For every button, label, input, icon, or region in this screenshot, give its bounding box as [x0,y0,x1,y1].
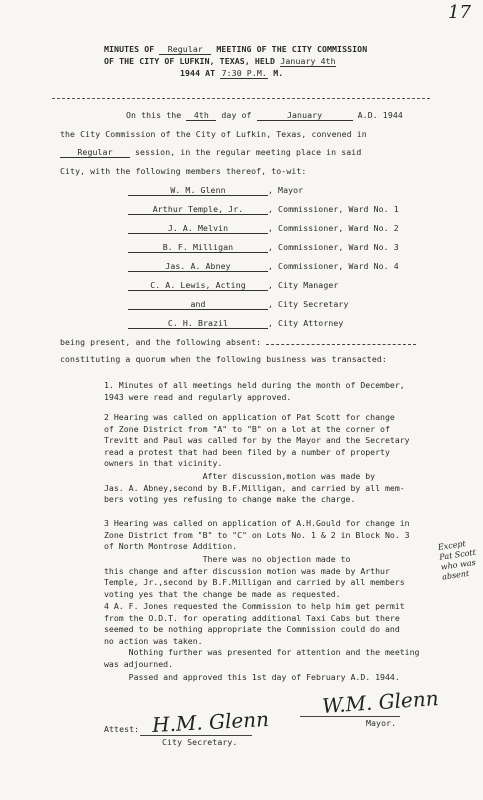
secretary-signature: H.M. Glenn [151,706,270,738]
header-line-2: OF THE CITY OF LUFKIN, TEXAS, HELD January 4th [104,56,336,66]
item-2-hearing: 2 Hearing was called on application of Pat Scott for change of Zone District from "A" to "B" on a lot at the corner of Trevitt and Paul was called for by the Mayor and the Secretary read a protest that had been filed by a number of property owners in that vicinity. [104,412,410,469]
opening-line-2: the City Commission of the City of Lufkin, Texas, convened in [60,129,367,139]
member-row [128,318,343,329]
member-title: , Commissioner, Ward No. 3 [268,242,399,252]
opening-month: January [257,110,353,121]
member-name: and [128,299,268,310]
member-row [128,242,399,253]
absent-line-1: being present, and the following absent: [60,337,416,347]
member-name: Jas. A. Abney [128,261,268,272]
meeting-type: Regular [159,44,211,55]
margin-note: Except Pat Scott who was absent [437,539,477,582]
member-name: C. H. Brazil [128,318,268,329]
member-name: J. A. Melvin [128,223,268,234]
member-name: Arthur Temple, Jr. [128,204,268,215]
member-row [128,185,303,196]
item-4-taxi-request: 4 A. F. Jones requested the Commission to help him get permit from the O.D.T. for operating additional Taxi Cabs but there seemed to be nothing appropriate the Commission could do and no action was taken. [104,601,405,646]
member-title: , Commissioner, Ward No. 4 [268,261,399,271]
approval-line: Passed and approved this 1st day of February A.D. 1944. [104,672,400,682]
absent-blank [266,344,416,345]
member-name: C. A. Lewis, Acting [128,280,268,291]
mayor-signature-line [300,716,400,717]
session-type: Regular [60,147,130,158]
opening-line-1: On this the 4th day of January A.D. 1944 [126,110,403,120]
member-row [128,204,399,215]
member-name: W. M. Glenn [128,185,268,196]
secretary-label: City Secretary. [162,737,238,747]
header-line-3: 1944 AT 7:30 P.M. M. [180,68,284,78]
member-title: , City Manager [268,280,339,290]
mayor-label: Mayor. [366,718,397,728]
meeting-date: January 4th [280,56,336,66]
member-row [128,261,399,272]
member-title: , Commissioner, Ward No. 2 [268,223,399,233]
absent-line-2: constituting a quorum when the following business was transacted: [60,354,387,364]
member-row [128,299,348,310]
meeting-time: 7:30 P.M. [221,68,267,78]
opening-line-4: City, with the following members thereof, to-wit: [60,166,307,176]
mayor-signature: W.M. Glenn [321,685,440,719]
item-3-motion: There was no objection made to this change and after discussion motion was made by Arthur Temple, Jr.,second by B.F.Milligan and carried by all members voting yes that the change be made as requested. [104,554,405,599]
member-row [128,223,399,234]
member-title: , City Attorney [268,318,344,328]
member-row [128,280,338,291]
opening-line-3: Regular session, in the regular meeting place in said [60,147,361,158]
member-title: , City Secretary [268,299,349,309]
header-line-1: MINUTES OF Regular MEETING OF THE CITY COMMISSION [104,44,368,54]
member-title: , Mayor [268,185,304,195]
secretary-signature-line [140,735,252,736]
adjournment: Nothing further was presented for attention and the meeting was adjourned. [104,647,420,669]
attest-label: Attest: [104,724,140,734]
page-number: 17 [448,2,471,23]
member-name: B. F. Milligan [128,242,268,253]
member-title: , Commissioner, Ward No. 1 [268,204,399,214]
item-3-hearing: 3 Hearing was called on application of A.H.Gould for change in Zone District from "B" to "C" on Lots No. 1 & 2 in Block No. 3 of North Montrose Addition. [104,518,410,552]
header-divider [52,98,430,99]
opening-day: 4th [186,110,216,121]
item-1-minutes: 1. Minutes of all meetings held during the month of December, 1943 were read and regularly approved. [104,380,405,402]
item-2-motion: After discussion,motion was made by Jas. A. Abney,second by B.F.Milligan, and carried by all mem- bers voting yes refusing to change make the charge. [104,471,405,505]
